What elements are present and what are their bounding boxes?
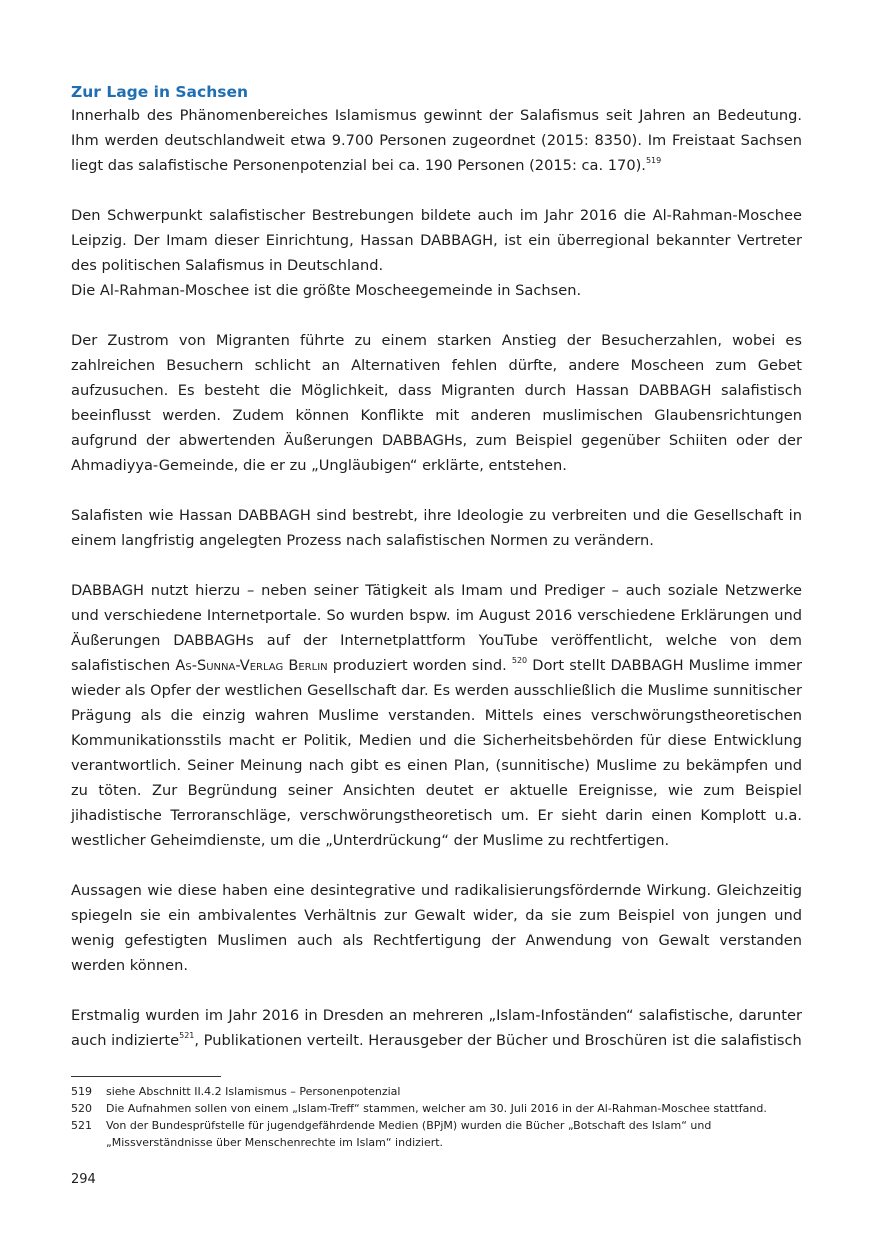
publisher-name: As-Sunna-Verlag Berlin [175, 657, 328, 674]
footnote-ref-521[interactable]: 521 [179, 1031, 195, 1041]
paragraph-2b: Die Al-Rahman-Moschee ist die größte Moscheegemeinde in Sachsen. [71, 282, 582, 299]
paragraph-5: DABBAGH nutzt hierzu – neben seiner Tätigkeit als Imam und Prediger – auch soziale Netzwerke und verschiedene Internetportale. So wurden bspw. im August 2016 verschiedene Erklärungen und Äußerungen DABBAGHs auf der Internetplattform YouTube veröffentlicht, welche von dem salafistischen As-Sunna-Verlag Berlin produziert worden sind. $^{520}$ Dort stellt DABBAGH Muslime immer wieder als Opfer der westlichen Gesellschaft dar. Es werden ausschließlich die Muslime sunnitischer Prägung als die einzig wahren Muslime verstanden. Mittels eines verschwörungstheoretischen Kommunikationsstils macht er Politik, Medien und die Sicherheitsbehörden für diese Entwicklung verantwortlich. Seiner Meinung nach gibt es einen Plan, (sunnitische) Muslime zu bekämpfen und zu töten. Zur Begründung seiner Ansichten deutet er aktuelle Ereignisse, wie zum Beispiel jihadistische Terroranschläge, verschwörungstheoretisch um. Er sieht darin einen Komplott u.a. westlicher Geheimdienste, um die „Unterdrückung“ der Muslime zu rechtfertigen. [71, 582, 803, 849]
footnote-520: 520 Die Aufnahmen sollen von einem „Islam-Treff“ stammen, welcher am 30. Juli 2016 in der Al-Rahman-Moschee stattfand. [71, 1102, 767, 1115]
paragraph-3: Der Zustrom von Migranten führte zu einem starken Anstieg der Besucherzahlen, wobei es zahlreichen Besuchern schlicht an Alternativen fehlen dürfte, andere Moscheen zum Gebet aufzusuchen. Es besteht die Möglichkeit, dass Migranten durch Hassan DABBAGH salafistisch beeinflusst werden. Zudem können Konflikte mit anderen muslimischen Glaubensrichtungen aufgrund der abwertenden Äußerungen DABBAGHs, zum Beispiel gegenüber Schiiten oder der Ahmadiyya-Gemeinde, die er zu „Ungläubigen“ erklärte, entstehen. [71, 332, 802, 474]
footnote-divider [71, 1076, 221, 1077]
paragraph-6: Aussagen wie diese haben eine desintegrative und radikalisierungsfördernde Wirkung. Gleichzeitig spiegeln sie ein ambivalentes Verhältnis zur Gewalt wider, da sie zum Beispiel von jungen und wenig gefestigten Muslimen auch als Rechtfertigung der Anwendung von Gewalt verstanden werden können. [71, 882, 802, 974]
footnotes [71, 1083, 802, 1151]
footnote-ref-520[interactable]: 520 [511, 656, 528, 666]
paragraph-7: Erstmalig wurden im Jahr 2016 in Dresden an mehreren „Islam-Infoständen“ salafistische, darunter auch indizierte$^{521}$, Publikationen verteilt. Herausgeber der Bücher und Broschüren ist die salafistisch [71, 1007, 802, 1049]
section-heading: Zur Lage in Sachsen [71, 83, 249, 101]
footnote-ref-519[interactable]: 519 [645, 156, 662, 166]
page-number: 294 [71, 1172, 96, 1187]
footnote-521: 521 Von der Bundesprüfstelle für jugendgefährdende Medien (BPjM) wurden die Bücher „Botschaft des Islam“ und „Missverständnisse über Menschenrechte im Islam“ indiziert. [71, 1119, 712, 1149]
paragraph-2a: Den Schwerpunkt salafistischer Bestrebungen bildete auch im Jahr 2016 die Al-Rahman-Moschee Leipzig. Der Imam dieser Einrichtung, Hassan DABBAGH, ist ein überregional bekannter Vertreter des politischen Salafismus in Deutschland. [71, 207, 802, 274]
page-body [71, 81, 802, 1053]
paragraph-1: Innerhalb des Phänomenbereiches Islamismus gewinnt der Salafismus seit Jahren an Bedeutung. Ihm werden deutschlandweit etwa 9.700 Personen zugeordnet (2015: 8350). Im Freistaat Sachsen liegt das salafistische Personenpotenzial bei ca. 190 Personen (2015: ca. 170).$^{519}$ [71, 107, 802, 174]
paragraph-4: Salafisten wie Hassan DABBAGH sind bestrebt, ihre Ideologie zu verbreiten und die Gesellschaft in einem langfristig angelegten Prozess nach salafistischen Normen zu verändern. [71, 507, 802, 549]
footnote-519: 519 siehe Abschnitt II.4.2 Islamismus – Personenpotenzial [71, 1085, 401, 1098]
